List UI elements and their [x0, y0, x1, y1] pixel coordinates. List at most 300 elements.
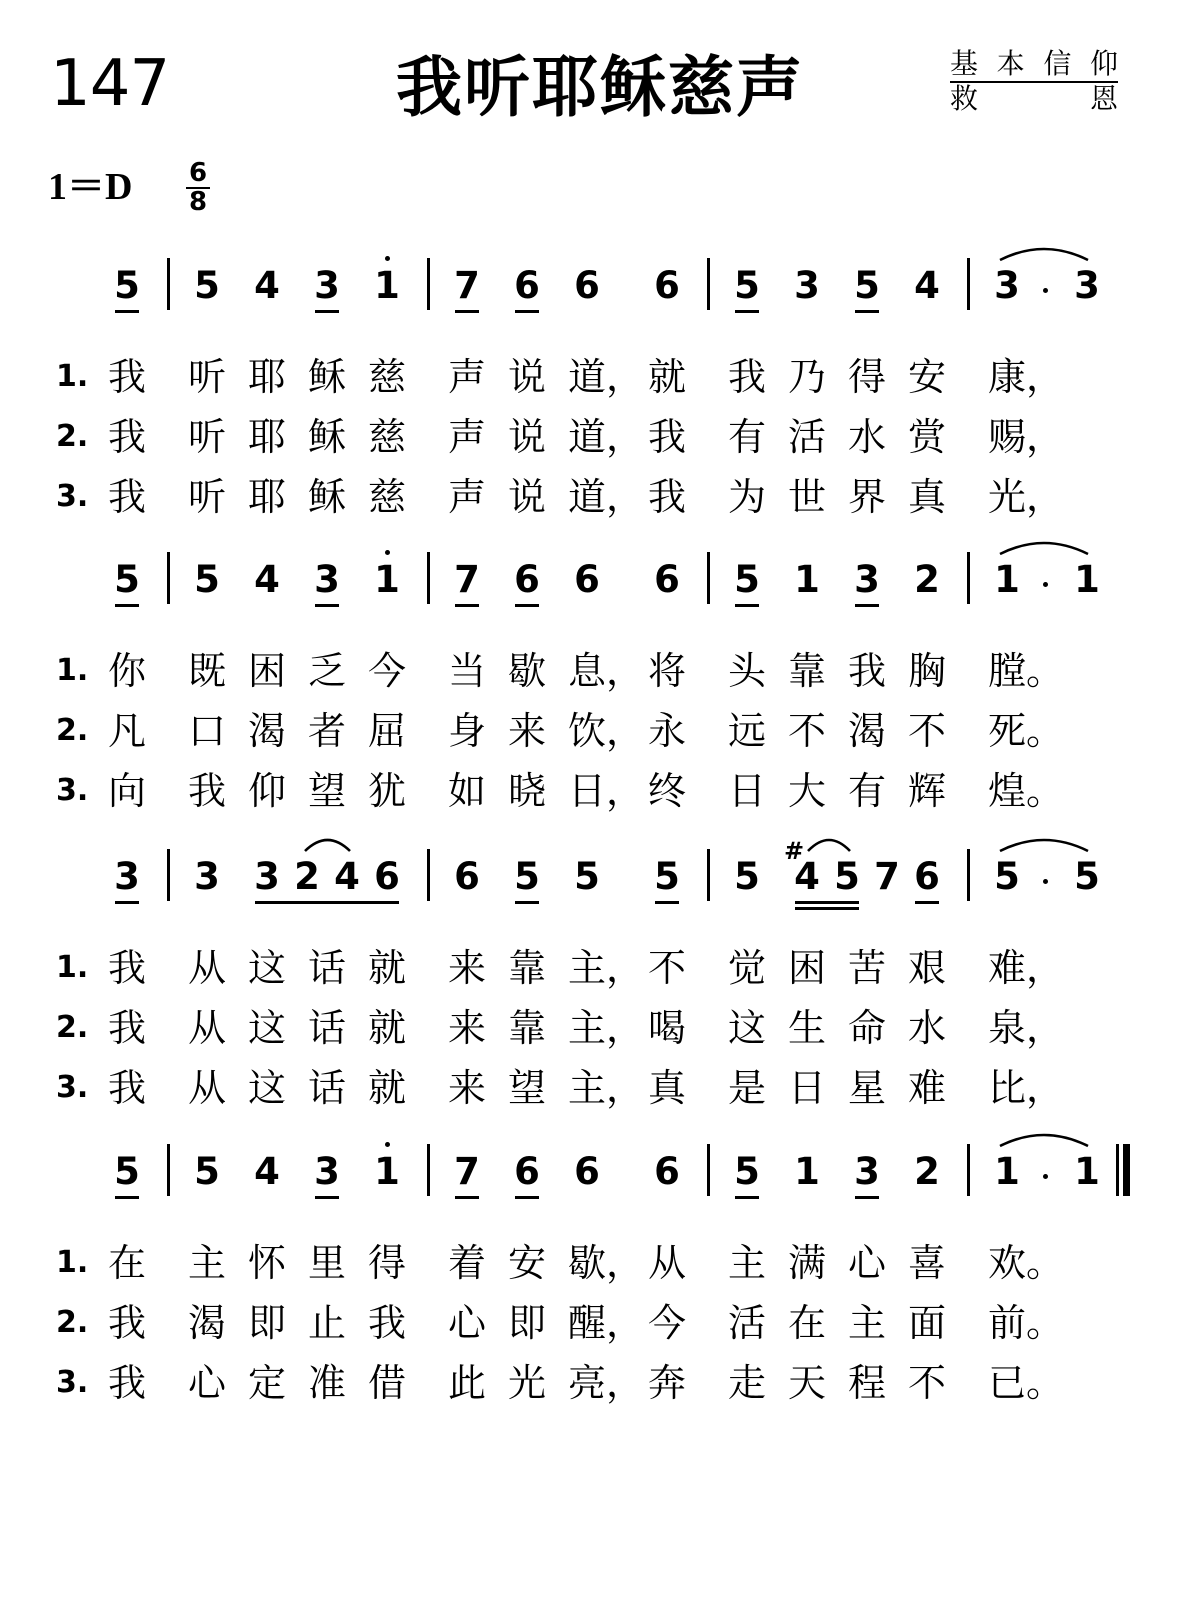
key-signature: 1＝D: [48, 166, 133, 208]
lyric-char: 今: [648, 1301, 687, 1345]
note-6: 6: [574, 558, 600, 601]
eighth-beam: [735, 1196, 759, 1199]
lyric-char: 屈: [368, 709, 407, 753]
lyric-char: 向: [108, 769, 147, 813]
lyric-char: 渴: [248, 709, 287, 753]
note-6: 6: [574, 1150, 600, 1193]
note-3: 3: [1074, 264, 1100, 307]
note-2: 2: [914, 1150, 940, 1193]
lyric-char: 觉: [728, 946, 767, 990]
lyric-char: 饮，: [568, 709, 645, 753]
lyric-char: 满: [788, 1241, 827, 1285]
lyric-char: 光: [508, 1361, 547, 1405]
lyric-char: 如: [448, 769, 487, 813]
lyric-char: 慈: [368, 475, 407, 519]
category-main-char: 信: [1043, 47, 1072, 80]
eighth-beam: [115, 604, 139, 607]
lyric-char: 耶: [248, 475, 287, 519]
verse-number: 3.: [56, 1070, 89, 1105]
sharp-sign: #: [784, 837, 805, 865]
lyric-char: 怀: [248, 1241, 287, 1285]
category-main-char: 仰: [1089, 47, 1118, 80]
lyric-char: 主，: [568, 1066, 645, 1110]
lyric-char: 来: [448, 946, 487, 990]
lyric-char: 心: [188, 1361, 227, 1405]
lyric-char: 前。: [988, 1301, 1065, 1345]
note-7: 7: [874, 855, 900, 898]
note-3: 3: [314, 558, 340, 601]
note-5: 5: [654, 855, 680, 898]
verse-number: 3.: [56, 479, 89, 514]
lyric-char: 口: [188, 709, 227, 753]
lyric-char: 望: [508, 1066, 547, 1110]
category-sub-char: 恩: [1089, 82, 1118, 115]
barline: [707, 849, 710, 901]
eighth-beam: [515, 1196, 539, 1199]
lyric-char: 心: [448, 1301, 487, 1345]
lyric-char: 真: [908, 475, 947, 519]
lyric-char: 这: [248, 1006, 287, 1050]
lyric-char: 艰: [908, 946, 947, 990]
lyric-char: 终: [648, 769, 687, 813]
lyric-char: 犹: [368, 769, 407, 813]
lyric-char: 我: [848, 649, 887, 693]
meter-bottom: 8: [188, 187, 208, 217]
lyric-char: 醒，: [568, 1301, 645, 1345]
lyric-char: 比，: [988, 1066, 1065, 1110]
lyric-char: 说: [508, 355, 547, 399]
eighth-beam: [515, 604, 539, 607]
barline: [967, 552, 970, 604]
lyric-char: 渴: [848, 709, 887, 753]
lyric-char: 不: [648, 946, 687, 990]
eighth-beam: [315, 310, 339, 313]
lyric-char: 永: [648, 709, 687, 753]
lyric-char: 不: [908, 1361, 947, 1405]
lyric-char: 歇，: [568, 1241, 645, 1285]
lyric-char: 泉，: [988, 1006, 1065, 1050]
lyric-char: 难，: [988, 946, 1065, 990]
lyric-char: 止: [308, 1301, 347, 1345]
lyric-char: 声: [448, 355, 487, 399]
barline: [707, 1144, 710, 1196]
verse-number: 2.: [56, 1305, 89, 1340]
lyric-char: 道，: [568, 355, 645, 399]
note-1: 1: [794, 558, 820, 601]
lyric-char: 我: [108, 355, 147, 399]
lyric-char: 即: [248, 1301, 287, 1345]
verse-number: 3.: [56, 773, 89, 808]
lyric-char: 日: [788, 1066, 827, 1110]
note-5: 5: [834, 855, 860, 898]
lyric-char: 主，: [568, 946, 645, 990]
note-1: 1: [794, 1150, 820, 1193]
note-7: 7: [454, 558, 480, 601]
eighth-beam: [115, 901, 139, 904]
eighth-beam: [855, 604, 879, 607]
tie: [1000, 543, 1088, 554]
lyric-char: 难: [908, 1066, 947, 1110]
lyric-char: 主: [848, 1301, 887, 1345]
note-3: 3: [794, 264, 820, 307]
note-3: 3: [254, 855, 280, 898]
lyric-char: 安: [908, 355, 947, 399]
lyric-char: 道，: [568, 415, 645, 459]
note-6: 6: [514, 1150, 540, 1193]
barline: [427, 1144, 430, 1196]
verse-number: 3.: [56, 1365, 89, 1400]
augmentation-dot: [1043, 879, 1048, 884]
lyric-char: 准: [308, 1361, 347, 1405]
augmentation-dot: [1043, 582, 1048, 587]
lyric-char: 光，: [988, 475, 1065, 519]
lyric-char: 我: [108, 1066, 147, 1110]
lyric-char: 从: [648, 1241, 687, 1285]
note-3: 3: [854, 558, 880, 601]
note-5: 5: [114, 558, 140, 601]
note-5: 5: [114, 264, 140, 307]
lyric-char: 我: [108, 475, 147, 519]
note-6: 6: [514, 264, 540, 307]
lyric-char: 真: [648, 1066, 687, 1110]
lyric-char: 死。: [988, 709, 1065, 753]
tie: [1000, 1135, 1088, 1146]
lyric-char: 仰: [248, 769, 287, 813]
eighth-beam: [855, 1196, 879, 1199]
lyric-char: 膛。: [988, 649, 1065, 693]
note-1: 1: [374, 558, 400, 601]
note-6: 6: [514, 558, 540, 601]
lyric-char: 即: [508, 1301, 547, 1345]
lyric-char: 你: [108, 649, 147, 693]
lyric-char: 耶: [248, 355, 287, 399]
lyric-char: 里: [308, 1241, 347, 1285]
lyric-char: 安: [508, 1241, 547, 1285]
lyric-char: 声: [448, 475, 487, 519]
barline: [967, 1144, 970, 1196]
category-main: [950, 48, 1118, 83]
lyric-char: 耶: [248, 415, 287, 459]
eighth-beam: [655, 901, 679, 904]
category-main-char: 基: [950, 47, 979, 80]
verse-number: 1.: [56, 1245, 89, 1280]
lyric-char: 说: [508, 475, 547, 519]
note-4: 4: [254, 558, 280, 601]
category-block: [950, 48, 1118, 115]
augmentation-dot: [1043, 288, 1048, 293]
lyric-char: 定: [248, 1361, 287, 1405]
note-4: 4: [254, 1150, 280, 1193]
category-sub: [950, 83, 1118, 115]
lyric-char: 这: [248, 946, 287, 990]
lyric-char: 声: [448, 415, 487, 459]
note-4: 4: [794, 855, 820, 898]
barline: [707, 258, 710, 310]
eighth-beam: [455, 310, 479, 313]
lyric-char: 晓: [508, 769, 547, 813]
note-6: 6: [654, 1150, 680, 1193]
lyric-char: 来: [508, 709, 547, 753]
lyric-char: 有: [728, 415, 767, 459]
lyric-char: 我: [728, 355, 767, 399]
eighth-beam: [855, 310, 879, 313]
lyric-char: 话: [308, 946, 347, 990]
lyric-char: 日，: [568, 769, 645, 813]
lyric-char: 此: [448, 1361, 487, 1405]
note-1: 1: [994, 1150, 1020, 1193]
lyric-char: 在: [788, 1301, 827, 1345]
eighth-beam: [735, 604, 759, 607]
lyric-char: 世: [788, 475, 827, 519]
note-5: 5: [994, 855, 1020, 898]
note-5: 5: [194, 264, 220, 307]
barline: [707, 552, 710, 604]
verse-number: 2.: [56, 1010, 89, 1045]
lyric-char: 靠: [508, 1006, 547, 1050]
final-barline-thick: [1123, 1144, 1130, 1196]
slur: [305, 840, 350, 851]
lyric-char: 凡: [108, 709, 147, 753]
lyric-char: 界: [848, 475, 887, 519]
lyric-char: 就: [368, 1006, 407, 1050]
lyric-char: 不: [788, 709, 827, 753]
note-5: 5: [854, 264, 880, 307]
lyric-char: 天: [788, 1361, 827, 1405]
lyric-char: 不: [908, 709, 947, 753]
note-3: 3: [314, 1150, 340, 1193]
barline: [167, 258, 170, 310]
lyric-char: 主: [188, 1241, 227, 1285]
lyric-char: 远: [728, 709, 767, 753]
lyric-char: 道，: [568, 475, 645, 519]
lyric-char: 已。: [988, 1361, 1065, 1405]
lyric-char: 心: [848, 1241, 887, 1285]
eighth-beam: [315, 604, 339, 607]
lyric-char: 大: [788, 769, 827, 813]
lyric-char: 我: [108, 415, 147, 459]
note-1: 1: [1074, 558, 1100, 601]
note-3: 3: [194, 855, 220, 898]
lyric-char: 苦: [848, 946, 887, 990]
lyric-char: 从: [188, 1006, 227, 1050]
lyric-char: 奔: [648, 1361, 687, 1405]
lyric-char: 就: [368, 946, 407, 990]
lyric-char: 就: [368, 1066, 407, 1110]
lyric-char: 水: [848, 415, 887, 459]
note-1: 1: [374, 264, 400, 307]
lyric-char: 靠: [788, 649, 827, 693]
note-1: 1: [374, 1150, 400, 1193]
verse-number: 2.: [56, 419, 89, 454]
lyric-char: 亮，: [568, 1361, 645, 1405]
lyric-char: 欢。: [988, 1241, 1065, 1285]
lyric-char: 听: [188, 415, 227, 459]
lyric-char: 喜: [908, 1241, 947, 1285]
barline: [167, 1144, 170, 1196]
eighth-beam: [515, 901, 539, 904]
lyric-char: 话: [308, 1006, 347, 1050]
lyric-char: 我: [108, 1006, 147, 1050]
octave-dot: [385, 256, 390, 261]
lyric-char: 这: [248, 1066, 287, 1110]
eighth-beam: [315, 1196, 339, 1199]
note-5: 5: [114, 1150, 140, 1193]
octave-dot: [385, 1142, 390, 1147]
lyric-char: 我: [368, 1301, 407, 1345]
note-7: 7: [454, 1150, 480, 1193]
note-6: 6: [914, 855, 940, 898]
lyric-char: 将: [648, 649, 687, 693]
barline: [167, 849, 170, 901]
barline: [427, 849, 430, 901]
meter-top: 6: [186, 160, 210, 189]
octave-dot: [385, 550, 390, 555]
note-4: 4: [254, 264, 280, 307]
lyric-char: 赏: [908, 415, 947, 459]
lyric-char: 喝: [648, 1006, 687, 1050]
eighth-beam: [735, 310, 759, 313]
note-5: 5: [194, 1150, 220, 1193]
note-5: 5: [514, 855, 540, 898]
lyric-char: 着: [448, 1241, 487, 1285]
barline: [427, 552, 430, 604]
lyric-char: 日: [728, 769, 767, 813]
lyric-char: 者: [308, 709, 347, 753]
lyric-char: 这: [728, 1006, 767, 1050]
note-6: 6: [374, 855, 400, 898]
lyric-char: 有: [848, 769, 887, 813]
eighth-beam: [455, 1196, 479, 1199]
lyric-char: 从: [188, 946, 227, 990]
lyric-char: 面: [908, 1301, 947, 1345]
note-6: 6: [654, 264, 680, 307]
note-5: 5: [734, 1150, 760, 1193]
lyric-char: 赐，: [988, 415, 1065, 459]
lyric-char: 主，: [568, 1006, 645, 1050]
lyric-char: 主: [728, 1241, 767, 1285]
lyric-char: 走: [728, 1361, 767, 1405]
note-6: 6: [454, 855, 480, 898]
barline: [167, 552, 170, 604]
note-2: 2: [294, 855, 320, 898]
lyric-char: 程: [848, 1361, 887, 1405]
note-5: 5: [574, 855, 600, 898]
lyric-char: 稣: [308, 355, 347, 399]
lyric-char: 得: [848, 355, 887, 399]
note-7: 7: [454, 264, 480, 307]
lyric-char: 得: [368, 1241, 407, 1285]
note-5: 5: [1074, 855, 1100, 898]
note-3: 3: [114, 855, 140, 898]
lyric-char: 我: [648, 415, 687, 459]
lyric-char: 我: [188, 769, 227, 813]
hymn-title: 我听耶稣慈声: [396, 48, 804, 126]
eighth-beam: [515, 310, 539, 313]
note-1: 1: [994, 558, 1020, 601]
tie: [1000, 249, 1088, 260]
note-4: 4: [914, 264, 940, 307]
lyric-char: 渴: [188, 1301, 227, 1345]
lyric-char: 歇: [508, 649, 547, 693]
lyric-char: 就: [648, 355, 687, 399]
note-3: 3: [314, 264, 340, 307]
verse-number: 1.: [56, 653, 89, 688]
lyric-char: 望: [308, 769, 347, 813]
verse-number: 1.: [56, 359, 89, 394]
lyric-char: 星: [848, 1066, 887, 1110]
lyric-char: 在: [108, 1241, 147, 1285]
lyric-char: 是: [728, 1066, 767, 1110]
lyric-char: 我: [648, 475, 687, 519]
barline: [967, 258, 970, 310]
lyric-char: 为: [728, 475, 767, 519]
note-6: 6: [654, 558, 680, 601]
lyric-char: 听: [188, 355, 227, 399]
lyric-char: 水: [908, 1006, 947, 1050]
eighth-beam: [255, 901, 399, 904]
verse-number: 1.: [56, 950, 89, 985]
barline: [967, 849, 970, 901]
note-2: 2: [914, 558, 940, 601]
augmentation-dot: [1043, 1174, 1048, 1179]
eighth-beam: [455, 604, 479, 607]
note-5: 5: [734, 855, 760, 898]
lyric-char: 来: [448, 1066, 487, 1110]
lyric-char: 我: [108, 946, 147, 990]
lyric-char: 息，: [568, 649, 645, 693]
category-sub-char: 救: [950, 82, 979, 115]
lyric-char: 靠: [508, 946, 547, 990]
note-1: 1: [1074, 1150, 1100, 1193]
lyric-char: 慈: [368, 415, 407, 459]
lyric-char: 命: [848, 1006, 887, 1050]
eighth-beam: [795, 907, 859, 910]
time-signature: [186, 160, 210, 215]
lyric-char: 说: [508, 415, 547, 459]
lyric-char: 稣: [308, 415, 347, 459]
lyric-char: 我: [108, 1301, 147, 1345]
note-6: 6: [574, 264, 600, 307]
lyric-char: 我: [108, 1361, 147, 1405]
note-3: 3: [994, 264, 1020, 307]
note-5: 5: [734, 264, 760, 307]
lyric-char: 话: [308, 1066, 347, 1110]
lyric-char: 生: [788, 1006, 827, 1050]
lyric-char: 乏: [308, 649, 347, 693]
lyric-char: 困: [788, 946, 827, 990]
lyric-char: 煌。: [988, 769, 1065, 813]
lyric-char: 今: [368, 649, 407, 693]
lyric-char: 稣: [308, 475, 347, 519]
lyric-char: 乃: [788, 355, 827, 399]
note-5: 5: [734, 558, 760, 601]
lyric-char: 身: [448, 709, 487, 753]
verse-number: 2.: [56, 713, 89, 748]
lyric-char: 辉: [908, 769, 947, 813]
final-barline-thin: [1116, 1144, 1119, 1196]
note-3: 3: [854, 1150, 880, 1193]
lyric-char: 头: [728, 649, 767, 693]
eighth-beam: [115, 1196, 139, 1199]
tie: [1000, 840, 1088, 851]
lyric-char: 康，: [988, 355, 1065, 399]
slur: [808, 840, 850, 851]
lyric-char: 既: [188, 649, 227, 693]
lyric-char: 来: [448, 1006, 487, 1050]
hymn-number: 147: [50, 47, 170, 121]
note-4: 4: [334, 855, 360, 898]
lyric-char: 活: [728, 1301, 767, 1345]
